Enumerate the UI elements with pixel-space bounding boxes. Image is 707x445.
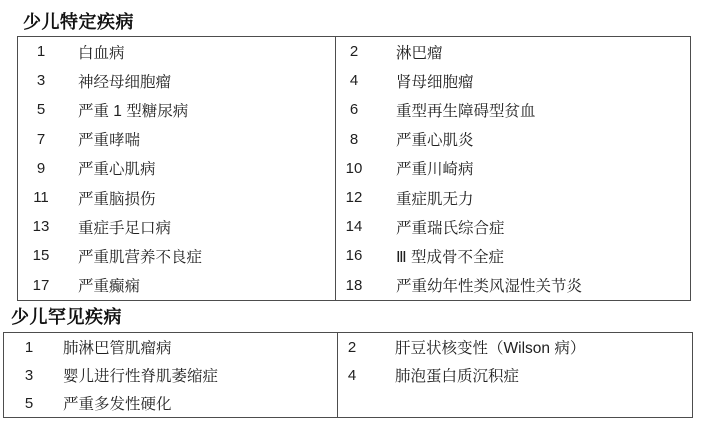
disease-number: 11 <box>33 189 49 207</box>
table-row <box>18 66 335 95</box>
table-row <box>4 389 337 417</box>
disease-name: 婴儿进行性脊肌萎缩症 <box>63 368 219 385</box>
table-row <box>18 212 335 241</box>
disease-name: Ⅲ 型成骨不全症 <box>396 248 504 266</box>
section-title-specified-diseases: 少儿特定疾病 <box>23 12 134 32</box>
disease-name: 严重川崎病 <box>396 161 474 179</box>
rare-table-right-column <box>338 333 692 417</box>
disease-name: 严重瑞氏综合症 <box>396 219 505 237</box>
disease-name: 严重癫痫 <box>78 278 141 296</box>
table-row <box>336 95 690 124</box>
table-row <box>18 183 335 212</box>
table-row <box>18 95 335 124</box>
disease-name: 肾母细胞瘤 <box>396 73 474 91</box>
table-row <box>18 37 335 66</box>
disease-name: 严重脑损伤 <box>78 190 156 208</box>
disease-number: 15 <box>32 247 50 265</box>
table-row <box>338 361 692 389</box>
disease-number: 3 <box>24 366 34 384</box>
disease-number: 13 <box>32 218 50 236</box>
disease-name: 白血病 <box>78 44 125 62</box>
disease-number: 8 <box>349 130 359 148</box>
disease-number: 17 <box>32 276 50 294</box>
table-row <box>338 333 692 361</box>
disease-name: 肝豆状核变性（Wilson 病） <box>395 340 586 357</box>
table-row <box>336 66 690 95</box>
rare-diseases-table <box>3 332 693 418</box>
disease-name: 肺泡蛋白质沉积症 <box>395 368 520 385</box>
disease-name: 严重多发性硬化 <box>63 396 172 413</box>
specified-table-right-column <box>336 37 690 300</box>
disease-name: 严重肌营养不良症 <box>78 248 203 266</box>
disease-name: 淋巴瘤 <box>396 44 443 62</box>
disease-number: 4 <box>349 72 359 90</box>
disease-name: 严重心肌病 <box>78 161 156 179</box>
disease-number: 18 <box>345 276 363 294</box>
table-row <box>336 271 690 300</box>
disease-number: 5 <box>36 101 46 119</box>
disease-name: 严重 1 型糖尿病 <box>78 102 189 120</box>
disease-name: 严重心肌炎 <box>396 132 474 150</box>
disease-name: 重症肌无力 <box>396 190 474 208</box>
table-row <box>18 241 335 270</box>
table-row <box>18 125 335 154</box>
specified-diseases-table <box>17 36 691 301</box>
disease-name: 严重幼年性类风湿性关节炎 <box>396 278 583 296</box>
disease-number: 16 <box>345 247 363 265</box>
disease-number: 14 <box>345 218 363 236</box>
table-row <box>18 154 335 183</box>
disease-name: 神经母细胞瘤 <box>78 73 172 91</box>
disease-number: 2 <box>349 43 359 61</box>
table-row <box>336 183 690 212</box>
disease-number: 1 <box>24 338 34 356</box>
disease-number: 7 <box>36 130 46 148</box>
disease-number: 10 <box>345 159 363 177</box>
disease-name: 重症手足口病 <box>78 219 172 237</box>
section-title-rare-diseases: 少儿罕见疾病 <box>11 307 122 327</box>
disease-number: 2 <box>347 338 357 356</box>
disease-number: 6 <box>349 101 359 119</box>
table-row <box>336 125 690 154</box>
disease-name: 严重哮喘 <box>78 132 141 150</box>
table-row <box>4 361 337 389</box>
disease-number: 5 <box>24 394 34 412</box>
table-row <box>336 154 690 183</box>
table-row <box>336 241 690 270</box>
table-row <box>336 37 690 66</box>
disease-number: 4 <box>347 366 357 384</box>
disease-name: 肺淋巴管肌瘤病 <box>63 340 172 357</box>
table-row <box>336 212 690 241</box>
disease-number: 12 <box>345 189 363 207</box>
disease-number: 9 <box>36 159 46 177</box>
specified-table-left-column <box>18 37 336 300</box>
table-row <box>4 333 337 361</box>
disease-number: 1 <box>36 43 46 61</box>
rare-table-left-column <box>4 333 338 417</box>
disease-number: 3 <box>36 72 46 90</box>
table-row <box>18 271 335 300</box>
disease-name: 重型再生障碍型贫血 <box>396 102 536 120</box>
